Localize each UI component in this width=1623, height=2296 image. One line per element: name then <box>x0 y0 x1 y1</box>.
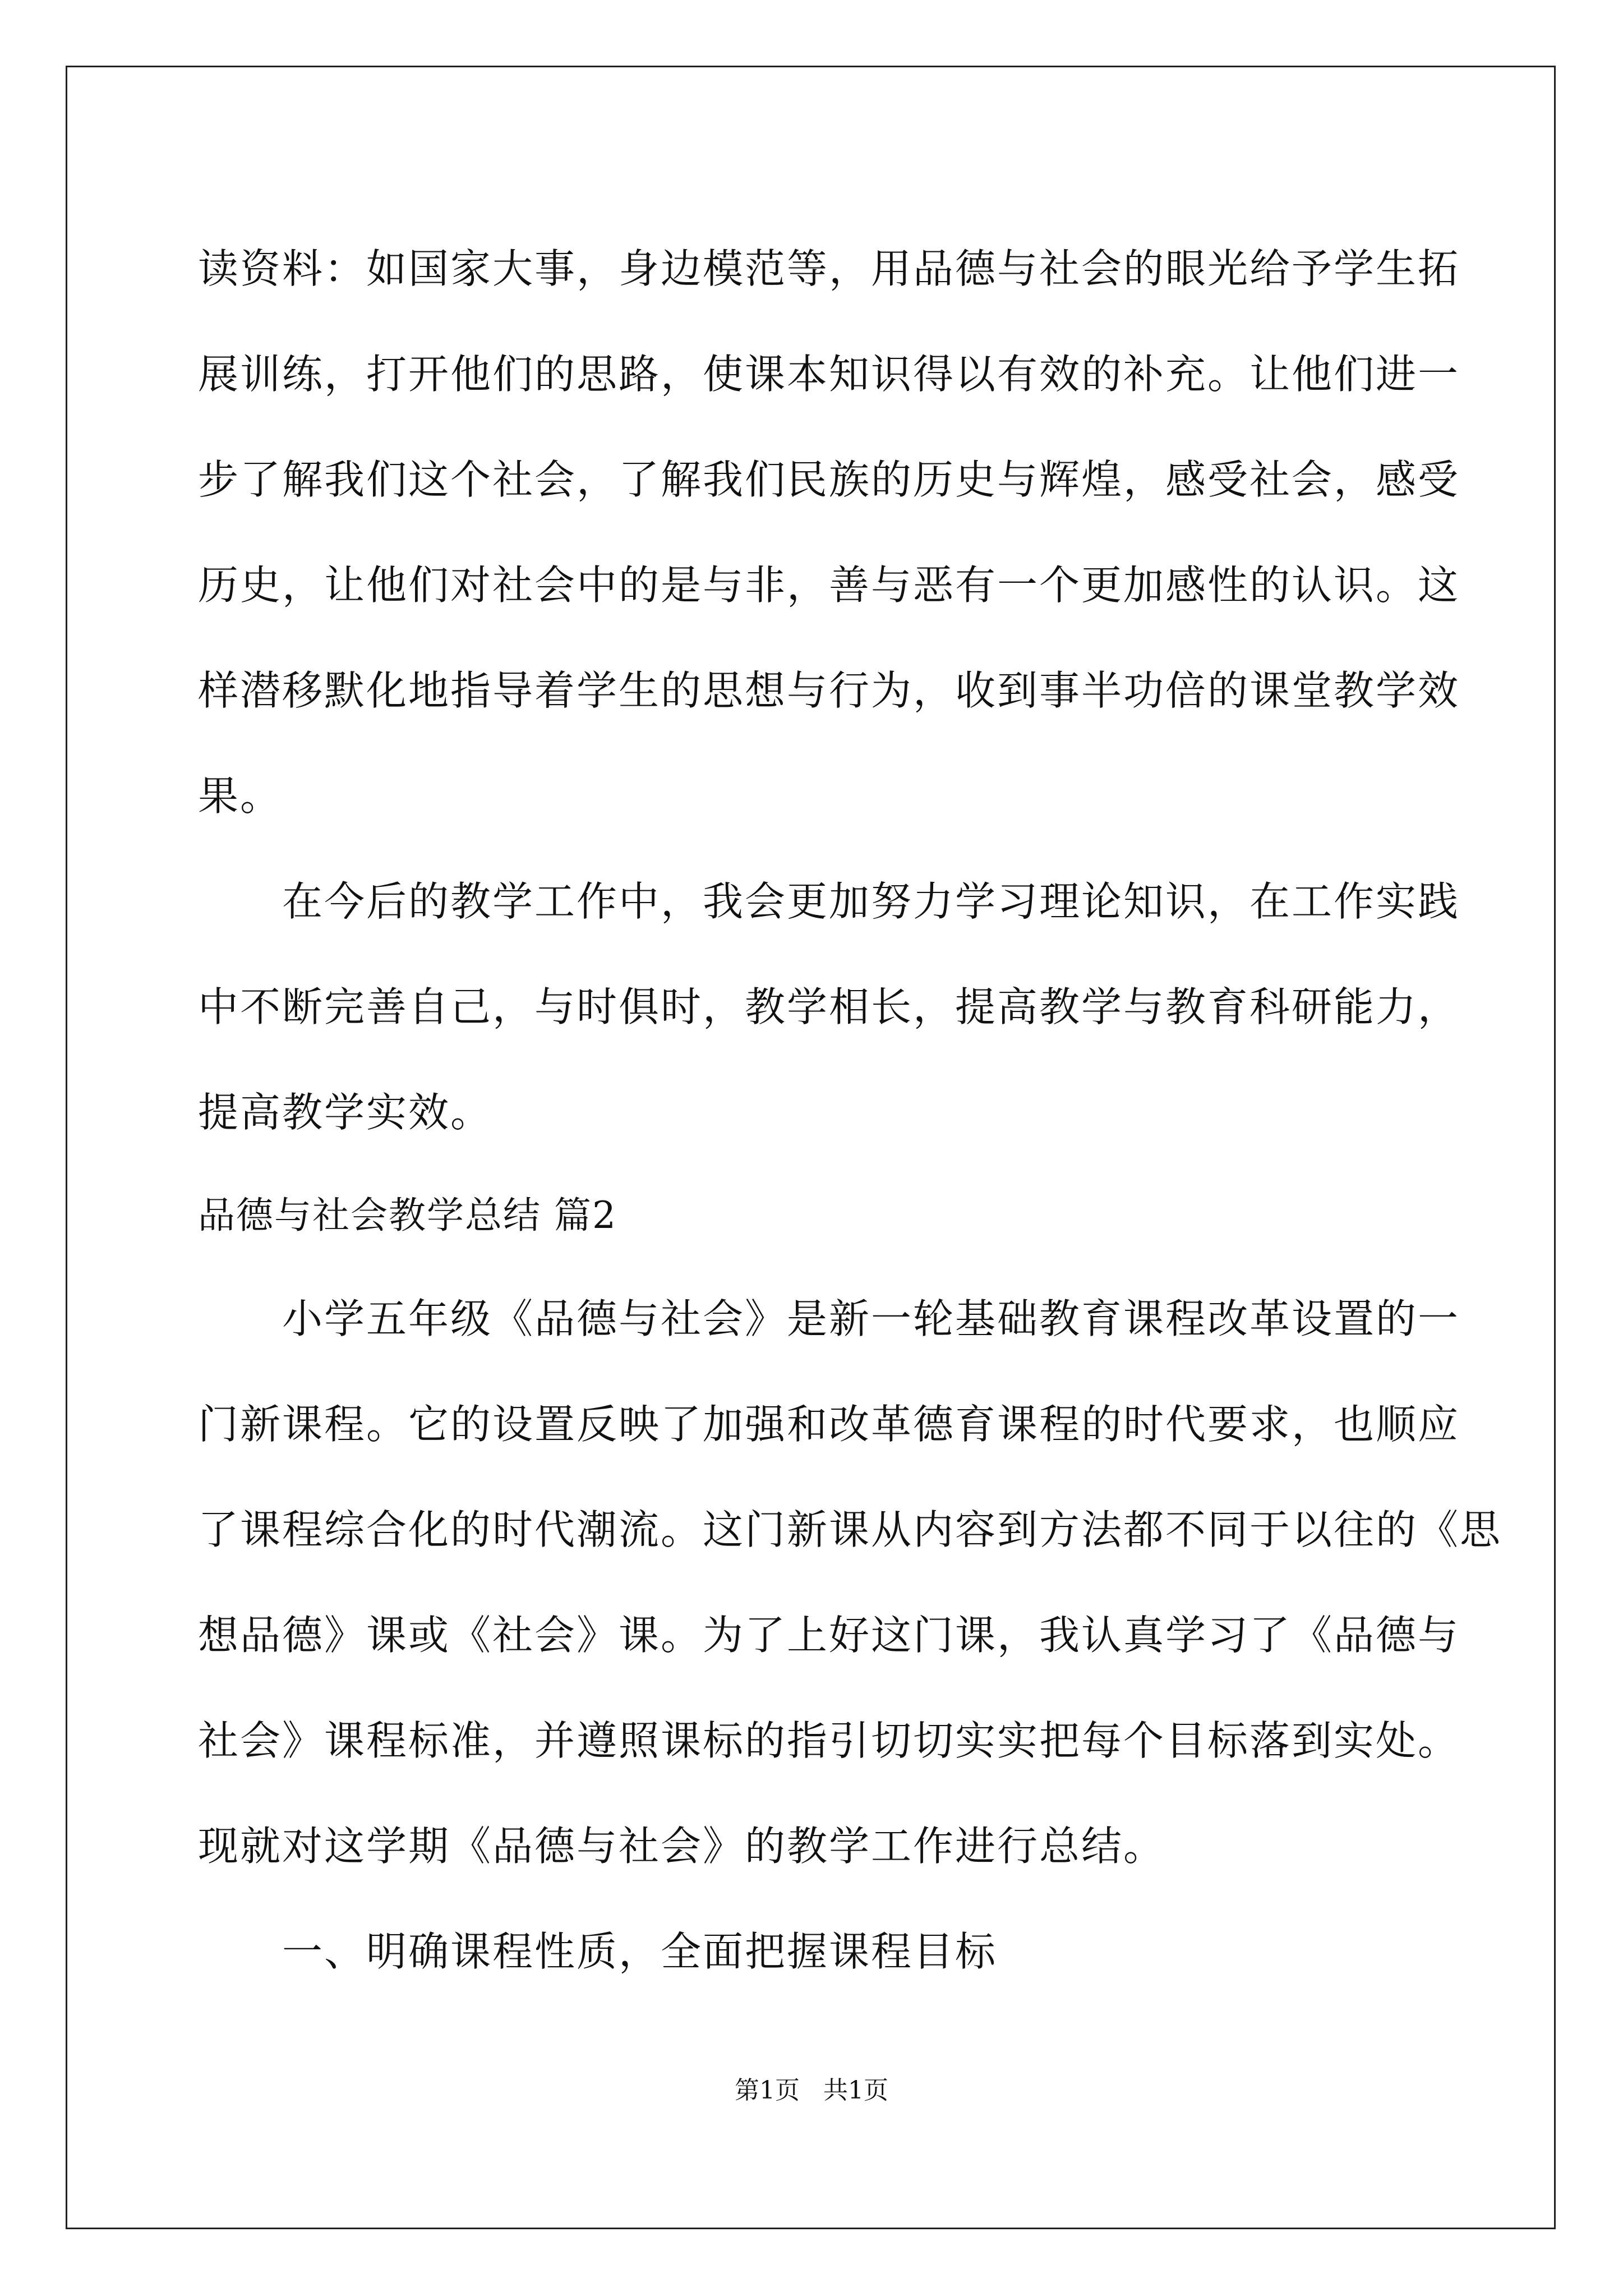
text-line: 读资料：如国家大事，身边模范等，用品德与社会的眼光给予学生拓 <box>198 245 1460 292</box>
text-line: 步了解我们这个社会，了解我们民族的历史与辉煌，感受社会，感受 <box>198 456 1460 503</box>
text-line: 果。 <box>198 772 283 820</box>
document-body <box>198 216 1502 2004</box>
text-line: 小学五年级《品德与社会》是新一轮基础教育课程改革设置的一 <box>282 1295 1460 1342</box>
subheading: 一、明确课程性质，全面把握课程目标 <box>282 1928 998 1975</box>
text-line: 历史，让他们对社会中的是与非，善与恶有一个更加感性的认识。这 <box>198 562 1460 609</box>
text-line: 展训练，打开他们的思路，使课本知识得以有效的补充。让他们进一 <box>198 351 1460 398</box>
text-line: 了课程综合化的时代潮流。这门新课从内容到方法都不同于以往的《思 <box>198 1506 1502 1553</box>
text-line: 提高教学实效。 <box>198 1089 493 1136</box>
text-line: 社会》课程标准，并遵照课标的指引切切实实把每个目标落到实处。 <box>198 1717 1460 1764</box>
text-line: 门新课程。它的设置反映了加强和改革德育课程的时代要求，也顺应 <box>198 1401 1460 1448</box>
page-number: 第1页 <box>735 2076 800 2105</box>
text-line: 中不断完善自己，与时俱时，教学相长，提高教学与教育科研能力， <box>198 983 1460 1030</box>
paragraph-future-work <box>198 849 1460 1165</box>
text-line: 想品德》课或《社会》课。为了上好这门课，我认真学习了《品德与 <box>198 1612 1460 1659</box>
text-line: 在今后的教学工作中，我会更加努力学习理论知识，在工作实践 <box>282 878 1460 925</box>
text-line: 现就对这学期《品德与社会》的教学工作进行总结。 <box>198 1823 1166 1870</box>
text-line: 样潜移默化地指导着学生的思想与行为，收到事半功倍的课堂教学效 <box>198 667 1460 714</box>
paragraph-continued <box>198 216 1460 849</box>
section-heading: 品德与社会教学总结 篇2 <box>198 1194 617 1237</box>
page-footer <box>0 2070 1623 2106</box>
page-total: 共1页 <box>823 2076 888 2105</box>
paragraph-intro <box>198 1266 1502 1899</box>
